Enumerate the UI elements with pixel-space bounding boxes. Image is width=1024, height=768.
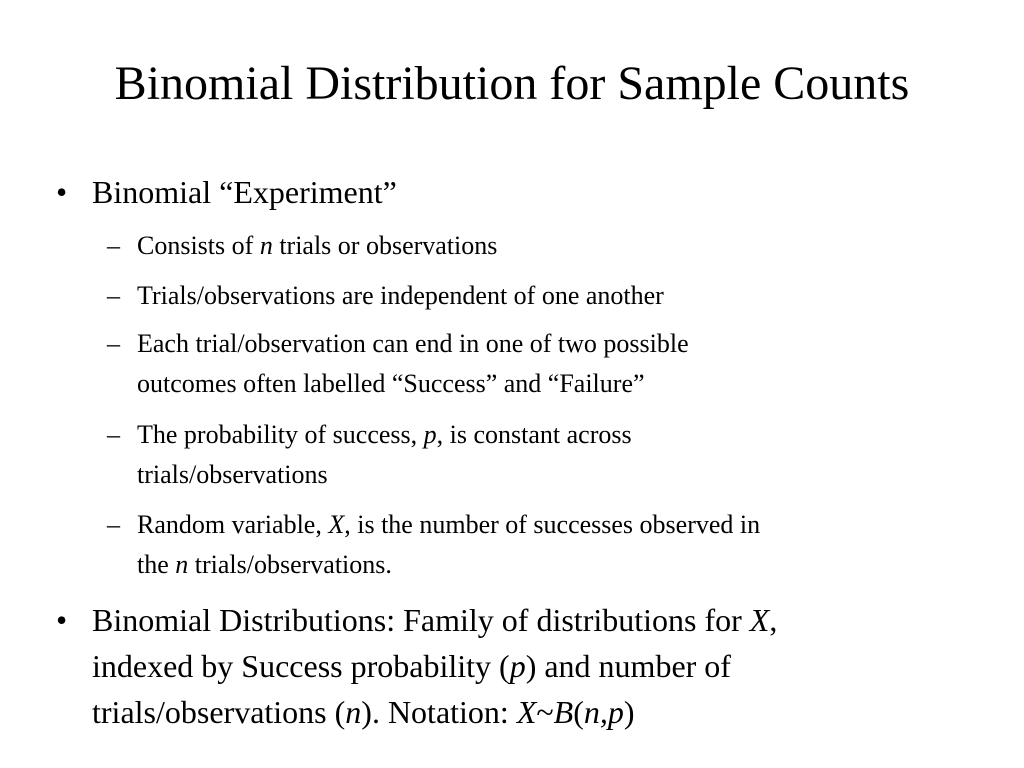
sub-item-text: Each trial/observation can end in one of two possible (137, 329, 689, 358)
bullet-var-n: n (345, 694, 362, 730)
bullet-text: ). Notation: (361, 694, 517, 730)
bullet-text: Binomial “Experiment” (92, 174, 397, 210)
bullet-text: ) and number of (525, 648, 731, 684)
bullet-binomial-experiment (56, 169, 972, 215)
notation-close-paren: ) (623, 694, 635, 730)
sub-item-text: Random variable, (137, 510, 329, 539)
sub-item-var-x: X (328, 510, 345, 539)
sub-item-random-variable (107, 505, 972, 585)
sub-item-text: trials/observations (137, 460, 328, 489)
sub-marker: – (107, 329, 120, 358)
bullet-marker: • (56, 174, 68, 210)
sub-marker: – (107, 510, 120, 539)
sub-item-independent (107, 276, 972, 316)
bullet-var-p: p (509, 648, 526, 684)
bullet-text: Binomial Distributions: Family of distributions for (92, 602, 750, 638)
slide-title: Binomial Distribution for Sample Counts (114, 57, 910, 110)
sub-item-text: , is the number of successes observed in (344, 510, 761, 539)
bullet-binomial-distributions (56, 597, 972, 735)
bullet-var-x: X (749, 602, 770, 638)
notation-params: n,p (583, 694, 624, 730)
bullet-text: trials/observations ( (92, 694, 346, 730)
sub-item-var-n: n (259, 231, 273, 260)
notation-x: X (516, 694, 537, 730)
sub-item-var-p: p (423, 420, 437, 449)
sub-item-text: trials/observations. (188, 550, 392, 579)
sub-item-text: the (137, 550, 176, 579)
sub-item-two-outcomes (107, 324, 972, 404)
sub-marker: – (107, 231, 120, 260)
sub-marker: – (107, 281, 120, 310)
notation-tilde: ~ (536, 694, 554, 730)
sub-item-text: The probability of success, (137, 420, 424, 449)
bullet-marker: • (56, 602, 68, 638)
sub-item-n-trials (107, 226, 972, 266)
sub-item-constant-p (107, 415, 972, 495)
notation-b: B (553, 694, 574, 730)
bullet-text: , (769, 602, 778, 638)
sub-item-text: outcomes often labelled “Success” and “Failure” (137, 369, 645, 398)
sub-marker: – (107, 420, 120, 449)
sub-item-var-n: n (175, 550, 189, 579)
sub-item-text: Trials/observations are independent of one another (137, 281, 664, 310)
notation-open-paren: ( (573, 694, 584, 730)
sub-item-text: Consists of (137, 231, 260, 260)
bullet-text: indexed by Success probability ( (92, 648, 510, 684)
sub-item-text: , is constant across (436, 420, 632, 449)
sub-item-text: trials or observations (272, 231, 498, 260)
